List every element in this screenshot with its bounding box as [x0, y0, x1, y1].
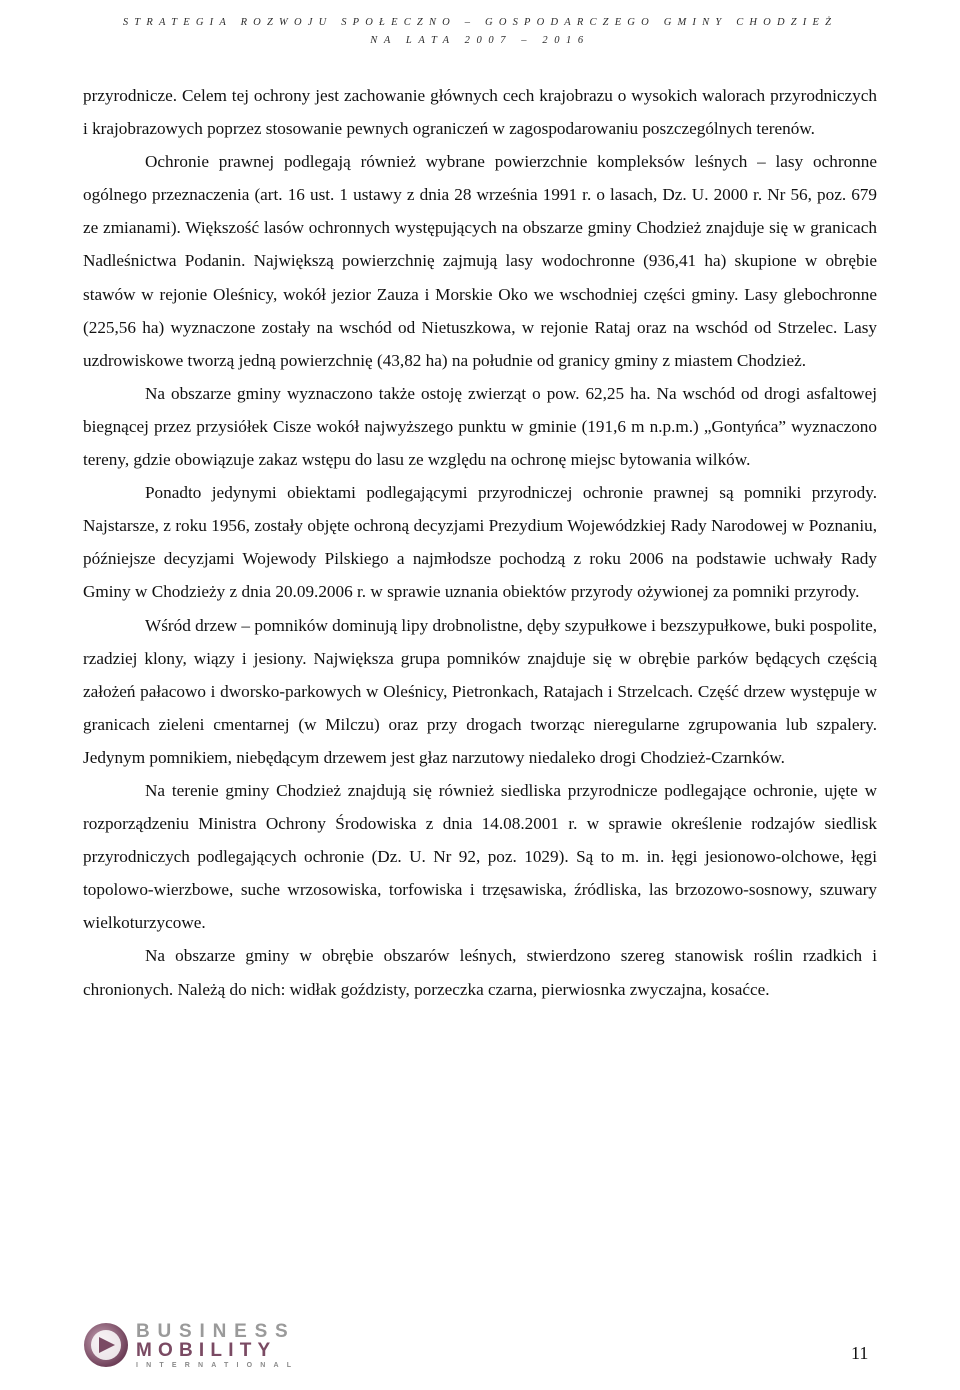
- business-mobility-logo: [82, 1321, 300, 1369]
- paragraph: Na terenie gminy Chodzież znajdują się również siedliska przyrodnicze podlegające ochronie, ujęte w rozporządzeniu Ministra Ochrony Środowiska z dnia 14.08.2001 r. w sprawie określenie rodzajów siedlisk przyrodniczych podlegających ochronie (Dz. U. Nr 92, poz. 1029). Są to m. in. łęgi jesionowo-olchowe, łęgi topolowo-wierzbowe, suche wrzosowiska, torfowiska i trzęsawiska, źródliska, las brzozowo-sosnowy, szuwary wielkoturzycowe.: [83, 780, 877, 933]
- header-title: STRATEGIA ROZWOJU SPOŁECZNO – GOSPODARCZEGO GMINY CHODZIEŻ: [122, 17, 838, 28]
- logo-wordmark: [136, 1321, 300, 1370]
- paragraph: Na obszarze gminy wyznaczono także ostoję zwierząt o pow. 62,25 ha. Na wschód od drogi asfaltowej biegnącej przez przysiółek Cisze wokół najwyższego punktu w gminie (191,6 m n.p.m.) „Gontyńca” wyznaczono tereny, gdzie obowiązuje zakaz wstępu do lasu ze względu na ochronę miejsc bytowania wilków.: [83, 383, 877, 470]
- logo-line-international: INTERNATIONAL: [136, 1362, 300, 1369]
- header-subtitle: NA LATA 2007 – 2016: [370, 35, 590, 46]
- page-number: 11: [851, 1343, 869, 1363]
- logo-line-mobility: MOBILITY: [136, 1340, 277, 1361]
- paragraph: Wśród drzew – pomników dominują lipy drobnolistne, dęby szypułkowe i bezszypułkowe, buki pospolite, rzadziej klony, wiązy i jesiony. Największa grupa pomników znajduje się w obrębie parków będących częścią założeń pałacowo i dworsko-parkowych w Oleśnicy, Pietronkach, Ratajach i Strzelcach. Część drzew występuje w granicach zieleni cmentarnej (w Milczu) oraz przy drogach tworząc nieregularne zgrupowania lub szpalery. Jedynym pomnikiem, niebędącym drzewem jest głaz narzutowy niedaleko drogi Chodzież-Czarnków.: [83, 615, 877, 767]
- logo-line-business: BUSINESS: [136, 1321, 296, 1342]
- running-header: [0, 14, 960, 50]
- paragraph: Ponadto jedynymi obiektami podlegającymi przyrodniczej ochronie prawnej są pomniki przyrody. Najstarsze, z roku 1956, zostały objęte ochroną decyzjami Prezydium Wojewódzkiej Rady Narodowej w Poznaniu, późniejsze decyzjami Wojewody Pilskiego a najmłodsze pochodzą z roku 2006 na podstawie uchwały Rady Gminy w Chodzieży z dnia 20.09.2006 r. w sprawie uznania obiektów przyrody ożywionej za pomniki przyrody.: [83, 483, 877, 602]
- paragraph: Ochronie prawnej podlegają również wybrane powierzchnie kompleksów leśnych – lasy ochronne ogólnego przeznaczenia (art. 16 ust. 1 ustawy z dnia 28 września 1991 r. o lasach, Dz. U. 2000 r. Nr 56, poz. 679 ze zmianami). Większość lasów ochronnych występujących na obszarze gminy Chodzież znajduje się w granicach Nadleśnictwa Podanin. Największą powierzchnię zajmują lasy wodochronne (936,41 ha) skupione w obrębie stawów w rejonie Oleśnicy, wokół jezior Zauza i Morskie Oko we wschodniej części gminy. Lasy glebochronne (225,56 ha) wyznaczone zostały na wschód od Nietuszkowa, w rejonie Rataj oraz na wschód od Strzelec. Lasy uzdrowiskowe tworzą jedną powierzchnię (43,82 ha) na południe od granicy gminy z miastem Chodzież.: [83, 152, 877, 370]
- document-body: [83, 79, 877, 1006]
- logo-emblem-icon: [82, 1321, 130, 1369]
- paragraph: przyrodnicze. Celem tej ochrony jest zachowanie głównych cech krajobrazu o wysokich walorach przyrodniczych i krajobrazowych poprzez stosowanie pewnych ograniczeń w zagospodarowaniu poszczególnych terenów.: [83, 86, 877, 139]
- paragraph: Na obszarze gminy w obrębie obszarów leśnych, stwierdzono szereg stanowisk roślin rzadkich i chronionych. Należą do nich: widłak goździsty, porzeczka czarna, pierwiosnka zwyczajna, kosaćce.: [83, 946, 877, 999]
